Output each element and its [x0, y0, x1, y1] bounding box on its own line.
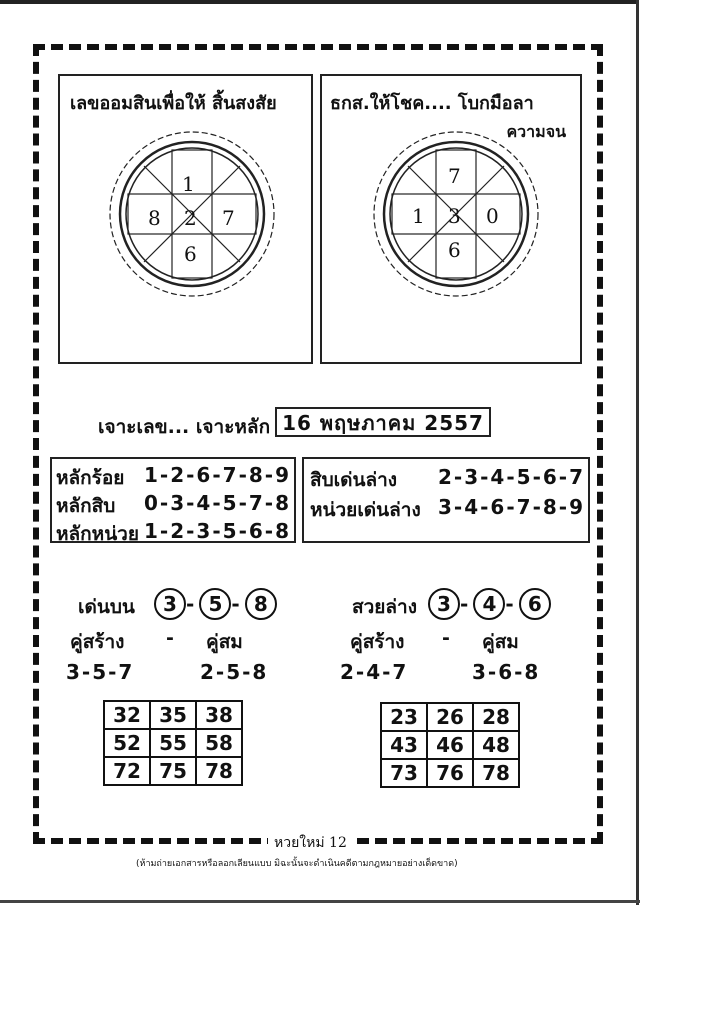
- wheel-left-left: 8: [148, 206, 161, 230]
- lower-grid-cell: 48: [473, 731, 519, 759]
- wheel-right-top: 7: [448, 164, 461, 188]
- upper-grid-cell: 58: [196, 729, 242, 757]
- footer-disclaimer: (ห้ามถ่ายเอกสารหรือลอกเลียนแบบ มิฉะนั้นจะดำเนินคดีตามกฎหมายอย่างเด็ดขาด): [136, 859, 458, 869]
- lower-grid-cell: 26: [427, 703, 473, 731]
- panel-baac: [320, 74, 582, 364]
- digit-label-lower-tens: สิบเด่นล่าง: [310, 469, 398, 491]
- upper-grid-cell: 32: [104, 701, 150, 729]
- lower-pair-value: 2-4-7: [340, 660, 409, 684]
- upper-dash: -: [166, 627, 174, 649]
- date-box: 16 พฤษภาคม 2557: [275, 407, 491, 437]
- digit-value-lower-tens: 2-3-4-5-6-7: [438, 465, 585, 489]
- lower-circled-2: 4: [473, 588, 505, 620]
- upper-pair-label: คู่สร้าง: [70, 631, 125, 653]
- lower-grid-cell: 28: [473, 703, 519, 731]
- lower-grid-cell: 73: [381, 759, 427, 787]
- digits-right-box: [302, 457, 590, 543]
- upper-grid-cell: 38: [196, 701, 242, 729]
- digit-label-units: หลักหน่วย: [56, 523, 139, 545]
- lower-number-grid: [380, 702, 520, 788]
- upper-number-grid: [103, 700, 243, 786]
- upper-grid-cell: 78: [196, 757, 242, 785]
- upper-circled-3: 8: [245, 588, 277, 620]
- upper-circled-2: 5: [199, 588, 231, 620]
- date-row-label: เจาะเลข... เจาะหลัก: [98, 416, 271, 438]
- wheel-left-right: 7: [222, 206, 235, 230]
- upper-grid-cell: 72: [104, 757, 150, 785]
- lower-circled-3: 6: [519, 588, 551, 620]
- digit-value-tens: 0-3-4-5-7-8: [144, 491, 291, 515]
- lower-grid-cell: 23: [381, 703, 427, 731]
- lower-label: สวยล่าง: [352, 596, 417, 618]
- panel-baac-subtitle: ความจน: [506, 122, 566, 141]
- upper-even-label: คู่สม: [206, 631, 243, 653]
- page-edge-right: [636, 0, 639, 905]
- lower-grid-cell: 46: [427, 731, 473, 759]
- panel-savings: [58, 74, 313, 364]
- wheel-right-right: 0: [486, 204, 499, 228]
- lower-even-label: คู่สม: [482, 631, 519, 653]
- digit-value-hundreds: 1-2-6-7-8-9: [144, 463, 291, 487]
- wheel-right-left: 1: [412, 204, 425, 228]
- upper-grid-cell: 75: [150, 757, 196, 785]
- page-edge-top: [0, 0, 638, 4]
- upper-circled-1: 3: [154, 588, 186, 620]
- wheel-right-center: 3: [448, 204, 461, 228]
- upper-circled-row: 3 - 5 - 8: [154, 588, 277, 620]
- lower-grid-cell: 78: [473, 759, 519, 787]
- upper-grid-cell: 52: [104, 729, 150, 757]
- lower-even-value: 3-6-8: [472, 660, 541, 684]
- panel-baac-title: ธกส.ให้โชค.... โบกมือลา: [330, 93, 534, 114]
- lower-pair-label: คู่สร้าง: [350, 631, 405, 653]
- upper-grid-cell: 55: [150, 729, 196, 757]
- lower-grid-cell: 43: [381, 731, 427, 759]
- page-edge-bottom: [0, 900, 640, 903]
- upper-even-value: 2-5-8: [200, 660, 269, 684]
- lower-grid-cell: 76: [427, 759, 473, 787]
- digit-value-units: 1-2-3-5-6-8: [144, 519, 291, 543]
- upper-label: เด่นบน: [78, 596, 135, 618]
- upper-grid-cell: 35: [150, 701, 196, 729]
- digit-label-tens: หลักสิบ: [56, 495, 116, 517]
- wheel-left-top: 1: [182, 172, 195, 196]
- lower-circled-1: 3: [428, 588, 460, 620]
- digits-left-box: [50, 457, 296, 543]
- panel-savings-title: เลขออมสินเพื่อให้ สิ้นสงสัย: [70, 93, 277, 114]
- upper-pair-value: 3-5-7: [66, 660, 135, 684]
- footer-page-label: หวยใหม่ 12: [268, 832, 353, 854]
- digit-label-lower-units: หน่วยเด่นล่าง: [310, 499, 421, 521]
- wheel-left-center: 2: [184, 206, 197, 230]
- wheel-right-bottom: 6: [448, 238, 461, 262]
- digit-value-lower-units: 3-4-6-7-8-9: [438, 495, 585, 519]
- digit-label-hundreds: หลักร้อย: [56, 467, 125, 489]
- wheel-left-bottom: 6: [184, 242, 197, 266]
- lower-dash: -: [442, 627, 450, 649]
- lower-circled-row: 3 - 4 - 6: [428, 588, 551, 620]
